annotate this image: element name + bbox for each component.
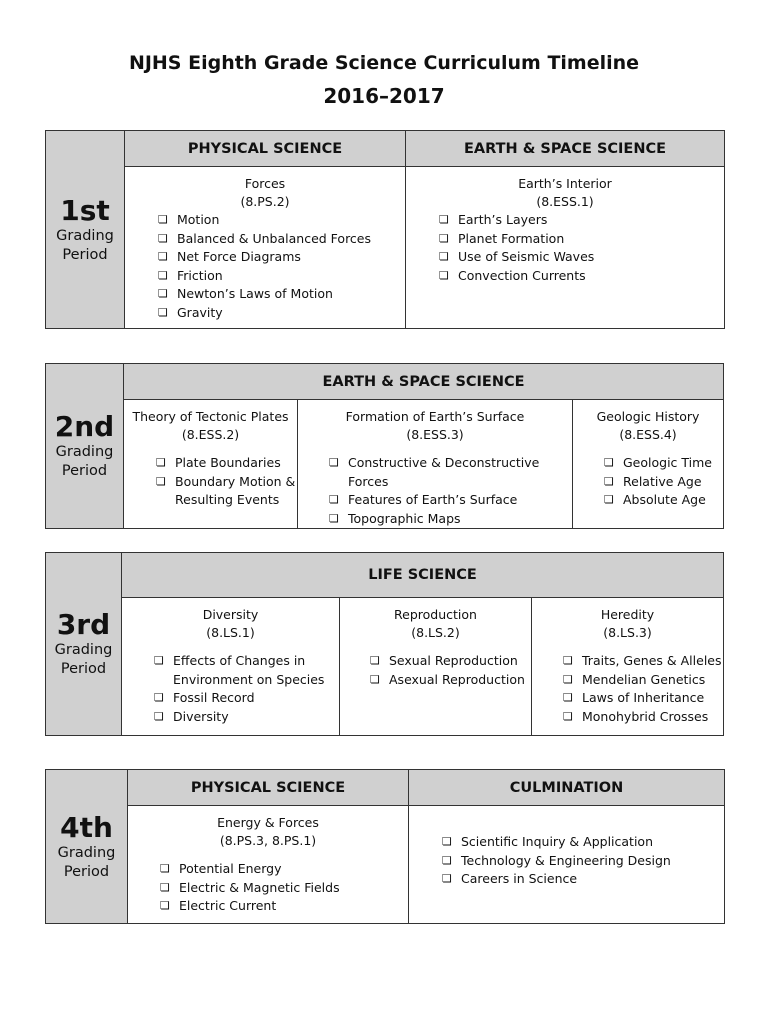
period-3-table (45, 552, 724, 736)
unit-title: Energy & Forces (217, 815, 319, 830)
unit-code: (8.LS.1) (206, 625, 255, 640)
document-year: 2016–2017 (323, 84, 445, 108)
list-item: ❏ Electric Current (160, 897, 408, 916)
period-1-label: 1st Grading Period (46, 131, 125, 329)
list-item: ❏ Newton’s Laws of Motion (158, 285, 405, 304)
period-4-header-physical: PHYSICAL SCIENCE (128, 770, 409, 806)
list-item: ❏ Planet Formation (439, 230, 724, 249)
period-3-col-diversity (122, 598, 340, 736)
unit-title: Formation of Earth’s Surface (345, 409, 525, 424)
unit-title: Reproduction (394, 607, 477, 622)
list-item: ❏ Fossil Record (154, 689, 331, 708)
list-item: ❏ Balanced & Unbalanced Forces (158, 230, 405, 249)
list-item: ❏ Constructive & Deconstructive Forces (329, 454, 572, 491)
unit-title: Diversity (202, 607, 259, 622)
period-1-table (45, 130, 725, 329)
list-item: ❏ Convection Currents (439, 267, 724, 286)
period-2-col-geologic (573, 400, 724, 529)
period-2-col-tectonic (124, 400, 298, 529)
period-1-header-earth: EARTH & SPACE SCIENCE (406, 131, 725, 167)
period-4-col-energy (128, 806, 409, 924)
list-item: ❏ Gravity (158, 304, 405, 323)
list-item: ❏ Electric & Magnetic Fields (160, 879, 408, 898)
period-1-header-physical: PHYSICAL SCIENCE (125, 131, 406, 167)
period-4-label: 4th Grading Period (46, 770, 128, 924)
list-item: ❏ Friction (158, 267, 405, 286)
list-item: ❏ Geologic Time (604, 454, 723, 473)
list-item: ❏ Use of Seismic Waves (439, 248, 724, 267)
list-item: ❏ Laws of Inheritance (563, 689, 723, 708)
period-4-header-culmination: CULMINATION (409, 770, 725, 806)
unit-title: Theory of Tectonic Plates (132, 409, 289, 424)
unit-code: (8.ESS.2) (181, 427, 240, 442)
unit-code: (8.PS.3, 8.PS.1) (219, 833, 317, 848)
list-item: ❏ Features of Earth’s Surface (329, 491, 572, 510)
unit-code: (8.LS.3) (603, 625, 652, 640)
period-4-col-culmination (409, 806, 725, 924)
list-item: ❏ Topographic Maps (329, 510, 572, 529)
list-item: ❏ Mendelian Genetics (563, 671, 723, 690)
period-2-table (45, 363, 724, 529)
unit-title: Earth’s Interior (518, 176, 612, 191)
list-item: ❏ Motion (158, 211, 405, 230)
list-item: ❏ Sexual Reproduction (370, 652, 531, 671)
list-item: ❏ Absolute Age (604, 491, 723, 510)
period-3-header-life: LIFE SCIENCE (122, 553, 724, 598)
list-item: ❏ Earth’s Layers (439, 211, 724, 230)
period-2-label: 2nd Grading Period (46, 364, 124, 529)
unit-code: (8.ESS.3) (406, 427, 464, 442)
unit-title: Forces (244, 176, 286, 191)
list-item: ❏ Net Force Diagrams (158, 248, 405, 267)
list-item: ❏ Diversity (154, 708, 331, 727)
list-item: ❏ Potential Energy (160, 860, 408, 879)
unit-code: (8.ESS.1) (536, 194, 594, 209)
period-2-header-earth: EARTH & SPACE SCIENCE (124, 364, 724, 400)
unit-code: (8.LS.2) (411, 625, 460, 640)
list-item: ❏ Traits, Genes & Alleles (563, 652, 723, 671)
list-item: ❏ Plate Boundaries (156, 454, 297, 473)
list-item: ❏ Relative Age (604, 473, 723, 492)
list-item: ❏ Technology & Engineering Design (442, 852, 724, 871)
period-1-col-earth-interior (406, 167, 725, 329)
period-1-col-forces (125, 167, 406, 329)
period-3-col-heredity (532, 598, 724, 736)
document-title: NJHS Eighth Grade Science Curriculum Timeline (128, 52, 640, 74)
list-item: ❏ Effects of Changes in Environment on Species (154, 652, 331, 689)
period-3-col-reproduction (340, 598, 532, 736)
unit-title: Heredity (600, 607, 655, 622)
list-item: ❏ Monohybrid Crosses (563, 708, 723, 727)
unit-code: (8.ESS.4) (619, 427, 677, 442)
list-item: ❏ Asexual Reproduction (370, 671, 531, 690)
period-2-col-surface (298, 400, 573, 529)
period-4-table (45, 769, 725, 924)
unit-title: Geologic History (596, 409, 700, 424)
period-3-label: 3rd Grading Period (46, 553, 122, 736)
list-item: ❏ Boundary Motion & Resulting Events (156, 473, 297, 510)
list-item: ❏ Careers in Science (442, 870, 724, 889)
unit-code: (8.PS.2) (240, 194, 290, 209)
list-item: ❏ Scientific Inquiry & Application (442, 833, 724, 852)
